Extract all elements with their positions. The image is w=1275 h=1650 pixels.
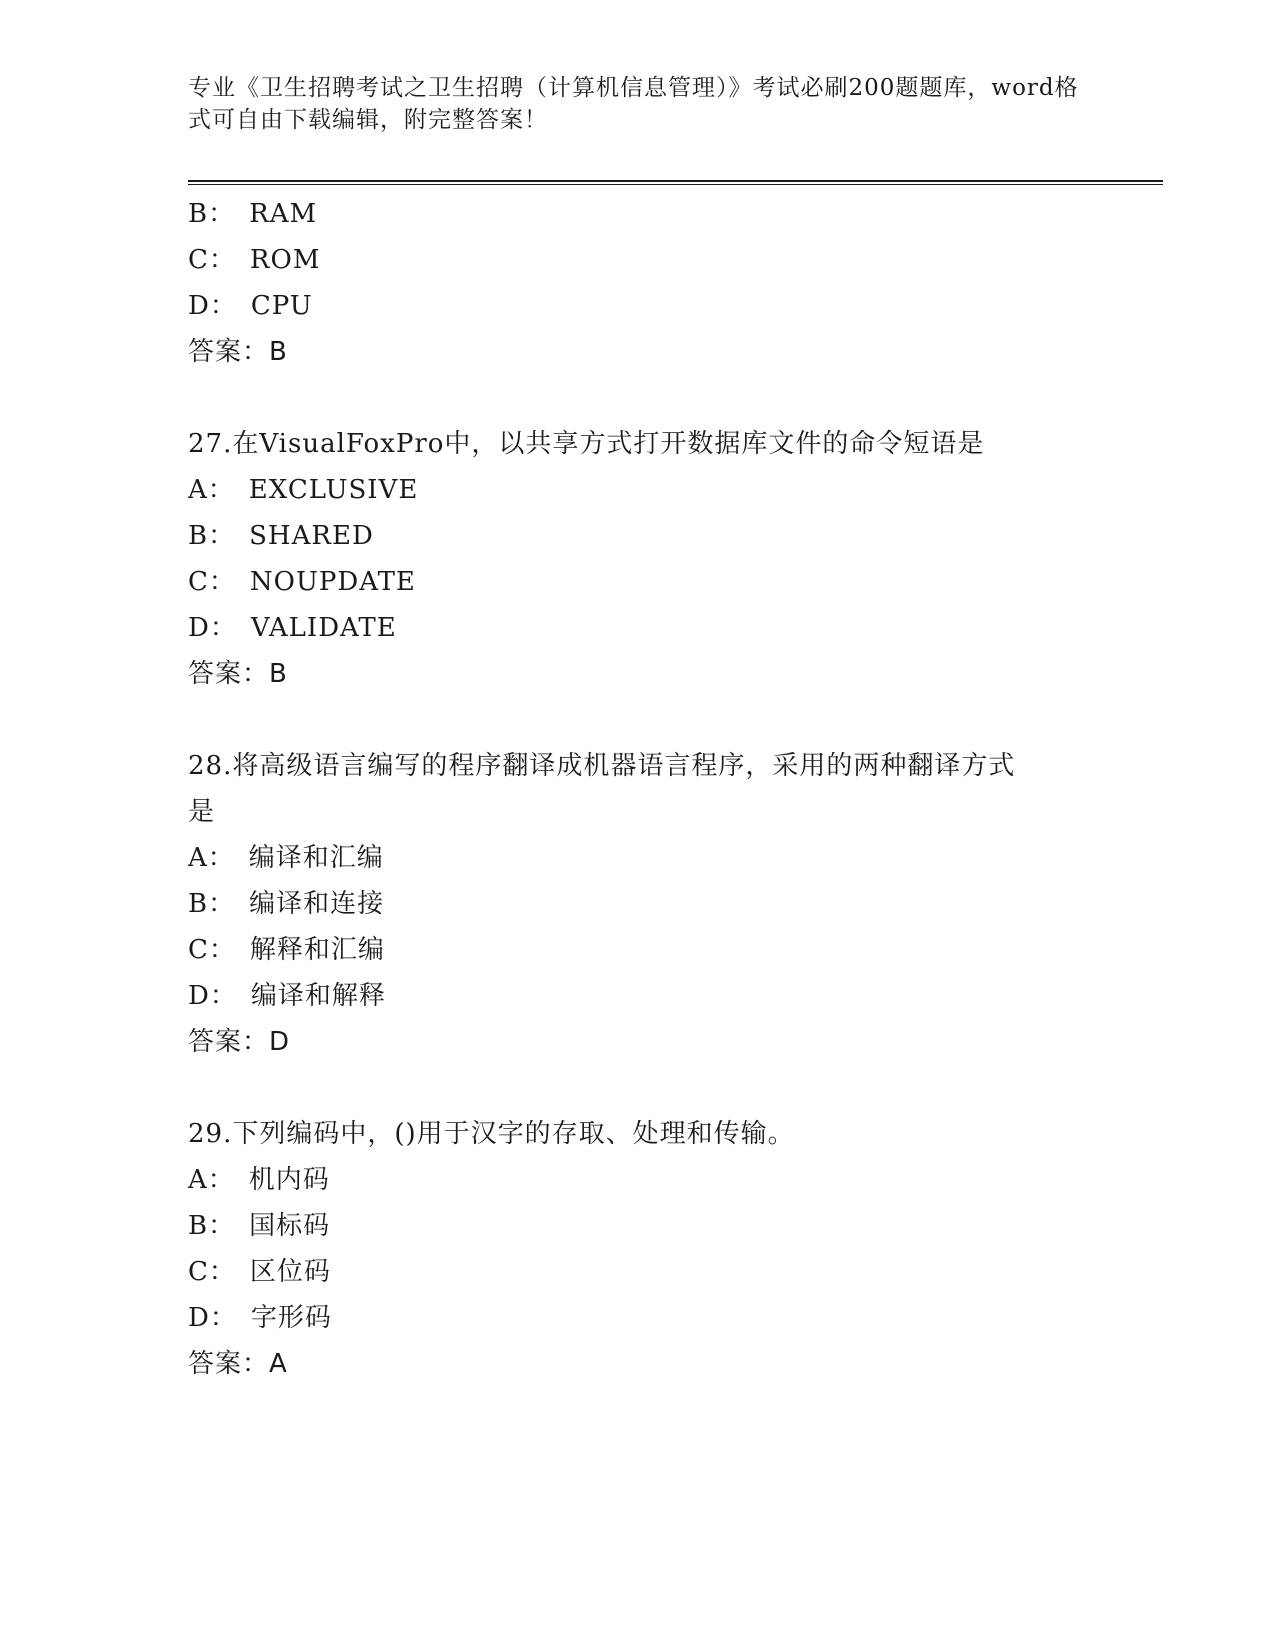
option-line (188, 1157, 1088, 1203)
option-text: RAM (249, 199, 318, 229)
option-text: EXCLUSIVE (248, 475, 419, 505)
option-text: SHARED (249, 521, 374, 551)
option-letter: C (188, 1257, 209, 1287)
option-separator: ： (209, 613, 237, 643)
option-letter: D (188, 981, 210, 1011)
option-separator: ： (207, 475, 235, 505)
answer-line: 答案：B (188, 337, 288, 367)
option-line (188, 467, 1088, 513)
answer-line: 答案：A (188, 1349, 288, 1379)
carryover-block (188, 191, 1088, 375)
option-separator: ： (208, 199, 236, 229)
answer-line: 答案：D (188, 1027, 291, 1057)
option-line (188, 835, 1088, 881)
option-letter: B (188, 199, 209, 229)
option-line (188, 605, 1088, 651)
question-stem: 27.在VisualFoxPro中，以共享方式打开数据库文件的命令短语是 (188, 429, 985, 459)
option-text: 字形码 (250, 1303, 332, 1333)
option-letter: D (188, 613, 210, 643)
option-separator: ： (207, 1165, 235, 1195)
option-line (188, 973, 1088, 1019)
header-text: 专业《卫生招聘考试之卫生招聘（计算机信息管理）》考试必刷200题题库，word格式可自由下载编辑，附完整答案！ (188, 75, 1079, 133)
option-text: ROM (249, 245, 321, 275)
option-text: 区位码 (249, 1257, 331, 1287)
option-line (188, 1203, 1088, 1249)
question-stem: 28.将高级语言编写的程序翻译成机器语言程序，采用的两种翻译方式是 (188, 751, 1016, 827)
option-text: 解释和汇编 (249, 935, 385, 965)
option-line (188, 559, 1088, 605)
option-separator: ： (208, 521, 236, 551)
option-line (188, 283, 1088, 329)
option-line (188, 513, 1088, 559)
option-line (188, 881, 1088, 927)
option-text: 国标码 (249, 1211, 331, 1241)
option-letter: A (188, 1165, 208, 1195)
option-letter: A (188, 475, 208, 505)
option-letter: B (188, 1211, 209, 1241)
answer-line: 答案：B (188, 659, 288, 689)
option-letter: C (188, 935, 209, 965)
option-line (188, 927, 1088, 973)
option-text: 编译和解释 (250, 981, 386, 1011)
option-letter: B (188, 521, 209, 551)
question-29 (188, 1111, 1088, 1387)
option-separator: ： (209, 1303, 237, 1333)
option-text: VALIDATE (250, 613, 397, 643)
page-header (188, 72, 1088, 136)
option-text: CPU (250, 291, 313, 321)
option-separator: ： (208, 889, 236, 919)
option-line (188, 1295, 1088, 1341)
option-separator: ： (208, 567, 236, 597)
option-line (188, 1249, 1088, 1295)
option-letter: A (188, 843, 208, 873)
option-text: NOUPDATE (249, 567, 416, 597)
option-text: 编译和汇编 (248, 843, 384, 873)
option-separator: ： (208, 935, 236, 965)
option-line (188, 191, 1088, 237)
option-line (188, 237, 1088, 283)
spacer (188, 697, 1088, 743)
question-27 (188, 421, 1088, 697)
option-separator: ： (207, 843, 235, 873)
option-letter: C (188, 245, 209, 275)
spacer (188, 375, 1088, 421)
question-28 (188, 743, 1088, 1065)
header-divider (188, 180, 1163, 185)
option-separator: ： (209, 291, 237, 321)
option-separator: ： (208, 1257, 236, 1287)
option-text: 机内码 (248, 1165, 330, 1195)
option-letter: C (188, 567, 209, 597)
option-separator: ： (208, 245, 236, 275)
question-stem: 29.下列编码中，()用于汉字的存取、处理和传输。 (188, 1119, 795, 1149)
option-letter: B (188, 889, 209, 919)
spacer (188, 1065, 1088, 1111)
option-letter: D (188, 1303, 210, 1333)
option-separator: ： (209, 981, 237, 1011)
option-text: 编译和连接 (249, 889, 385, 919)
option-letter: D (188, 291, 210, 321)
option-separator: ： (208, 1211, 236, 1241)
question-content (188, 191, 1088, 1387)
